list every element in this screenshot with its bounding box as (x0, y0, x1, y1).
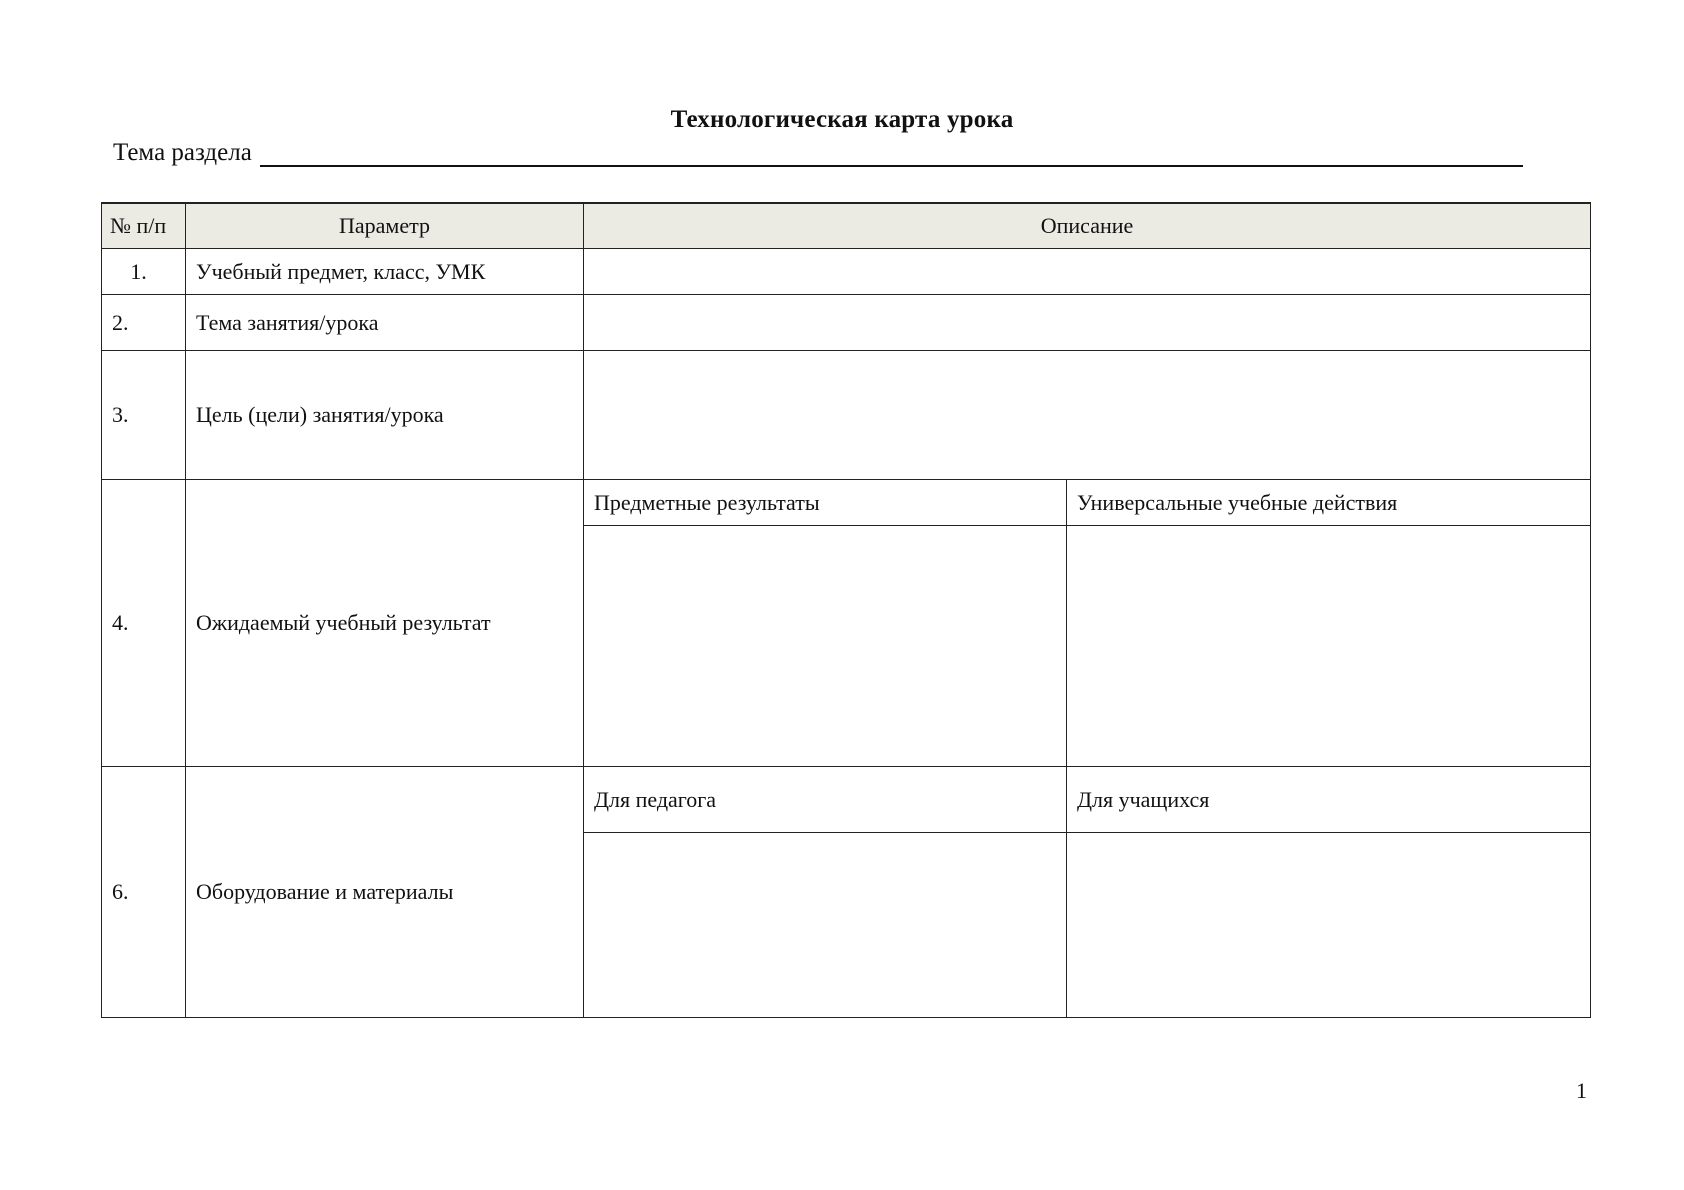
table-row (102, 351, 1591, 480)
row-description-cell[interactable] (584, 295, 1591, 351)
subject-results-cell[interactable] (584, 526, 1067, 767)
for-students-cell[interactable] (1067, 833, 1591, 1018)
table-row (102, 249, 1591, 295)
page-number: 1 (1576, 1078, 1587, 1103)
row-parameter: Тема занятия/урока (186, 295, 584, 351)
header-description: Описание (584, 203, 1591, 249)
header-parameter: Параметр (186, 203, 584, 249)
subheader-subject-results: Предметные результаты (584, 480, 1067, 526)
universal-actions-cell[interactable] (1067, 526, 1591, 767)
row-description-cell[interactable] (584, 249, 1591, 295)
document-title: Технологическая карта урока (670, 106, 1014, 133)
row-number: 3. (102, 351, 186, 480)
subheader-for-teacher: Для педагога (584, 767, 1067, 833)
row-number: 6. (102, 767, 186, 1018)
section-topic-field (113, 139, 1523, 167)
table-row (102, 295, 1591, 351)
subheader-for-students: Для учащихся (1067, 767, 1591, 833)
header-number: № п/п (102, 203, 186, 249)
for-teacher-cell[interactable] (584, 833, 1067, 1018)
row-description-cell[interactable] (584, 351, 1591, 480)
subheader-universal-actions: Универсальные учебные действия (1067, 480, 1591, 526)
table-row (102, 480, 1591, 526)
table-row (102, 767, 1591, 833)
row-parameter: Оборудование и материалы (186, 767, 584, 1018)
row-parameter: Цель (цели) занятия/урока (186, 351, 584, 480)
row-parameter: Учебный предмет, класс, УМК (186, 249, 584, 295)
section-topic-blank-line[interactable] (260, 139, 1523, 167)
lesson-map-table (101, 202, 1591, 1018)
row-number: 2. (102, 295, 186, 351)
row-number: 1. (102, 249, 186, 295)
row-parameter: Ожидаемый учебный результат (186, 480, 584, 767)
table-header-row (102, 203, 1591, 249)
section-topic-label: Тема раздела (113, 139, 252, 166)
row-number: 4. (102, 480, 186, 767)
